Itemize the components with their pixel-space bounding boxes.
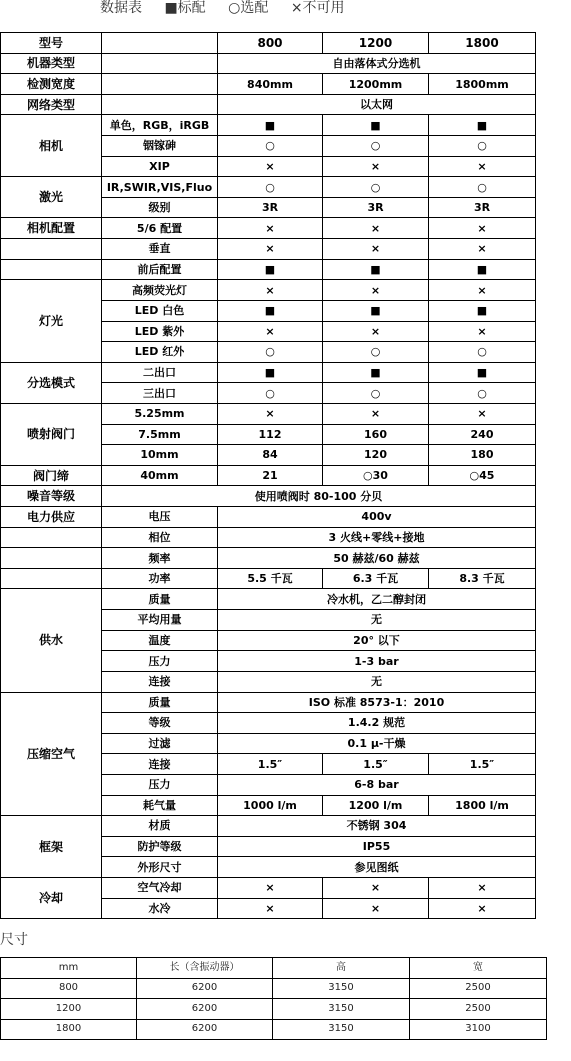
valves-row bbox=[1, 403, 536, 424]
water-row bbox=[1, 589, 536, 610]
air-item: 连接 bbox=[102, 754, 218, 775]
water-value: 无 bbox=[218, 671, 536, 692]
air-value: ISO 标准 8573-1：2010 bbox=[218, 692, 536, 713]
optional-mark: ○ bbox=[218, 136, 323, 157]
air-item: 耗气量 bbox=[102, 795, 218, 816]
dimensions-cell: 6200 bbox=[137, 999, 273, 1020]
width-row bbox=[1, 74, 536, 95]
laser-label: 激光 bbox=[1, 177, 102, 218]
power-row bbox=[1, 548, 536, 569]
frame-row bbox=[1, 816, 536, 837]
air-value: 6-8 bar bbox=[218, 774, 536, 795]
dimensions-header: 长（含振动器） bbox=[137, 958, 273, 979]
optional-mark: ○ bbox=[429, 383, 536, 404]
unavailable-mark: × bbox=[218, 898, 323, 919]
camera-config-row bbox=[1, 218, 536, 239]
optional-mark: ○ bbox=[323, 342, 429, 363]
light-item: LED 白色 bbox=[102, 300, 218, 321]
value-cell: 1.5″ bbox=[429, 754, 536, 775]
air-value: 1.4.2 规范 bbox=[218, 713, 536, 734]
power-value: 50 赫兹/60 赫兹 bbox=[218, 548, 536, 569]
value-cell: 240 bbox=[429, 424, 536, 445]
standard-mark: ■ bbox=[429, 115, 536, 136]
standard-mark: ■ bbox=[429, 300, 536, 321]
noise-value: 使用喷阀时 80-100 分贝 bbox=[102, 486, 536, 507]
unavailable-mark: × bbox=[429, 239, 536, 260]
valves-item: 10mm bbox=[102, 445, 218, 466]
valve-pitch-row bbox=[1, 465, 536, 486]
standard-mark: ■ bbox=[218, 300, 323, 321]
value-cell: 3R bbox=[323, 197, 429, 218]
water-value: 冷水机，乙二醇封闭 bbox=[218, 589, 536, 610]
water-item: 平均用量 bbox=[102, 610, 218, 631]
camera-config-item: 5/6 配置 bbox=[102, 218, 218, 239]
dimensions-header: 高 bbox=[273, 958, 410, 979]
empty-cell bbox=[1, 259, 102, 280]
air-item: 过滤 bbox=[102, 733, 218, 754]
power-item: 电压 bbox=[102, 507, 218, 528]
camera-item: 铟镓砷 bbox=[102, 136, 218, 157]
air-label: 压缩空气 bbox=[1, 692, 102, 816]
dimensions-header-row bbox=[1, 958, 547, 979]
unavailable-mark: × bbox=[323, 239, 429, 260]
empty-cell bbox=[102, 53, 218, 74]
value-cell: 84 bbox=[218, 445, 323, 466]
unavailable-mark: × bbox=[218, 218, 323, 239]
water-label: 供水 bbox=[1, 589, 102, 692]
width-value: 1200mm bbox=[323, 74, 429, 95]
power-row bbox=[1, 507, 536, 528]
sort-mode-item: 三出口 bbox=[102, 383, 218, 404]
value-cell: 5.5 千瓦 bbox=[218, 568, 323, 589]
unavailable-mark: × bbox=[429, 321, 536, 342]
air-item: 质量 bbox=[102, 692, 218, 713]
dimensions-row bbox=[1, 999, 547, 1020]
unavailable-mark: × bbox=[429, 898, 536, 919]
dimensions-cell: 3150 bbox=[273, 1019, 410, 1040]
air-item: 等级 bbox=[102, 713, 218, 734]
camera-config-row bbox=[1, 259, 536, 280]
standard-mark: ■ bbox=[323, 300, 429, 321]
value-cell: 3R bbox=[218, 197, 323, 218]
frame-item: 材质 bbox=[102, 816, 218, 837]
dimensions-cell: 3150 bbox=[273, 999, 410, 1020]
dimensions-table bbox=[0, 957, 547, 1040]
value-cell: 160 bbox=[323, 424, 429, 445]
noise-row bbox=[1, 486, 536, 507]
valve-pitch-value: ○30 bbox=[323, 465, 429, 486]
value-cell: 1.5″ bbox=[323, 754, 429, 775]
standard-mark: ■ bbox=[323, 259, 429, 280]
dimensions-cell: 6200 bbox=[137, 1019, 273, 1040]
dimensions-header: 宽 bbox=[410, 958, 547, 979]
valve-pitch-value: ○45 bbox=[429, 465, 536, 486]
unavailable-mark: × bbox=[218, 321, 323, 342]
water-item: 压力 bbox=[102, 651, 218, 672]
power-item: 功率 bbox=[102, 568, 218, 589]
water-value: 20° 以下 bbox=[218, 630, 536, 651]
empty-cell bbox=[1, 239, 102, 260]
standard-mark: ■ bbox=[429, 362, 536, 383]
standard-mark: ■ bbox=[218, 362, 323, 383]
model- bbox=[102, 33, 218, 54]
valve-pitch-value: 21 bbox=[218, 465, 323, 486]
empty-cell bbox=[1, 568, 102, 589]
value-cell: 180 bbox=[429, 445, 536, 466]
light-item: LED 红外 bbox=[102, 342, 218, 363]
light-item: LED 紫外 bbox=[102, 321, 218, 342]
spec-table bbox=[0, 32, 536, 919]
empty-cell bbox=[102, 74, 218, 95]
power-row bbox=[1, 568, 536, 589]
empty-cell bbox=[1, 527, 102, 548]
power-value: 3 火线+零线+接地 bbox=[218, 527, 536, 548]
air-value: 0.1 μ-干燥 bbox=[218, 733, 536, 754]
legend-standard: ■标配 bbox=[164, 0, 206, 16]
dimensions-header: mm bbox=[1, 958, 137, 979]
unavailable-mark: × bbox=[429, 280, 536, 301]
noise-label: 噪音等级 bbox=[1, 486, 102, 507]
value-cell: 1200 l/m bbox=[323, 795, 429, 816]
cooling-label: 冷却 bbox=[1, 877, 102, 918]
laser-item: 级别 bbox=[102, 197, 218, 218]
unavailable-mark: × bbox=[429, 877, 536, 898]
network-type-row bbox=[1, 94, 536, 115]
value-cell: 6.3 千瓦 bbox=[323, 568, 429, 589]
dimensions-cell: 3100 bbox=[410, 1019, 547, 1040]
value-cell: 1000 l/m bbox=[218, 795, 323, 816]
optional-mark: ○ bbox=[218, 383, 323, 404]
power-label: 电力供应 bbox=[1, 507, 102, 528]
unavailable-mark: × bbox=[218, 239, 323, 260]
power-item: 频率 bbox=[102, 548, 218, 569]
dimensions-row bbox=[1, 978, 547, 999]
optional-mark: ○ bbox=[323, 136, 429, 157]
dimensions-cell: 3150 bbox=[273, 978, 410, 999]
sort-mode-label: 分选模式 bbox=[1, 362, 102, 403]
unavailable-mark: × bbox=[323, 156, 429, 177]
value-cell: 8.3 千瓦 bbox=[429, 568, 536, 589]
dimensions-cell: 2500 bbox=[410, 999, 547, 1020]
frame-item: 防护等级 bbox=[102, 836, 218, 857]
machine-type-label: 机器类型 bbox=[1, 53, 102, 74]
value-cell: 1800 l/m bbox=[429, 795, 536, 816]
unavailable-mark: × bbox=[323, 403, 429, 424]
width-label: 检测宽度 bbox=[1, 74, 102, 95]
standard-mark: ■ bbox=[429, 259, 536, 280]
frame-item: 外形尺寸 bbox=[102, 857, 218, 878]
power-value: 400v bbox=[218, 507, 536, 528]
valve-pitch-item: 40mm bbox=[102, 465, 218, 486]
value-cell: 120 bbox=[323, 445, 429, 466]
unavailable-mark: × bbox=[218, 403, 323, 424]
legend-unavailable: ×不可用 bbox=[290, 0, 345, 16]
optional-mark: ○ bbox=[218, 177, 323, 198]
header-row bbox=[1, 33, 536, 54]
dimensions-cell: 1200 bbox=[1, 999, 137, 1020]
optional-mark: ○ bbox=[429, 342, 536, 363]
unavailable-mark: × bbox=[218, 877, 323, 898]
camera-item: 单色，RGB，iRGB bbox=[102, 115, 218, 136]
model-800: 800 bbox=[218, 33, 323, 54]
optional-mark: ○ bbox=[429, 177, 536, 198]
dimensions-cell: 2500 bbox=[410, 978, 547, 999]
optional-mark: ○ bbox=[323, 383, 429, 404]
light-row bbox=[1, 280, 536, 301]
legend bbox=[100, 0, 345, 18]
air-row bbox=[1, 692, 536, 713]
model-1800: 1800 bbox=[429, 33, 536, 54]
water-value: 无 bbox=[218, 610, 536, 631]
valves-item: 5.25mm bbox=[102, 403, 218, 424]
sort-mode-row bbox=[1, 362, 536, 383]
unavailable-mark: × bbox=[323, 321, 429, 342]
value-cell: 1.5″ bbox=[218, 754, 323, 775]
optional-mark: ○ bbox=[429, 136, 536, 157]
width-value: 1800mm bbox=[429, 74, 536, 95]
sort-mode-item: 二出口 bbox=[102, 362, 218, 383]
cooling-item: 空气冷却 bbox=[102, 877, 218, 898]
camera-config-row bbox=[1, 239, 536, 260]
unavailable-mark: × bbox=[323, 280, 429, 301]
empty-cell bbox=[1, 548, 102, 569]
camera-label: 相机 bbox=[1, 115, 102, 177]
valves-label: 喷射阀门 bbox=[1, 403, 102, 465]
water-item: 温度 bbox=[102, 630, 218, 651]
dimensions-title: 尺寸 bbox=[0, 932, 28, 948]
standard-mark: ■ bbox=[323, 362, 429, 383]
model-label: 型号 bbox=[1, 33, 102, 54]
camera-config-item: 前后配置 bbox=[102, 259, 218, 280]
air-item: 压力 bbox=[102, 774, 218, 795]
camera-config-item: 垂直 bbox=[102, 239, 218, 260]
unavailable-mark: × bbox=[429, 218, 536, 239]
frame-label: 框架 bbox=[1, 816, 102, 878]
cooling-row bbox=[1, 877, 536, 898]
water-item: 质量 bbox=[102, 589, 218, 610]
camera-row bbox=[1, 115, 536, 136]
dimensions-cell: 800 bbox=[1, 978, 137, 999]
water-value: 1-3 bar bbox=[218, 651, 536, 672]
optional-mark: ○ bbox=[218, 342, 323, 363]
valve-pitch-label: 阀门缔 bbox=[1, 465, 102, 486]
frame-value: 不锈钢 304 bbox=[218, 816, 536, 837]
model-1200: 1200 bbox=[323, 33, 429, 54]
light-item: 高频荧光灯 bbox=[102, 280, 218, 301]
legend-optional: ○选配 bbox=[228, 0, 269, 16]
network-type-label: 网络类型 bbox=[1, 94, 102, 115]
light-label: 灯光 bbox=[1, 280, 102, 362]
power-row bbox=[1, 527, 536, 548]
water-item: 连接 bbox=[102, 671, 218, 692]
standard-mark: ■ bbox=[218, 259, 323, 280]
standard-mark: ■ bbox=[218, 115, 323, 136]
frame-value: 参见图纸 bbox=[218, 857, 536, 878]
legend-title: 数据表 bbox=[100, 0, 142, 16]
unavailable-mark: × bbox=[323, 898, 429, 919]
width-value: 840mm bbox=[218, 74, 323, 95]
dimensions-cell: 6200 bbox=[137, 978, 273, 999]
network-type-value: 以太网 bbox=[218, 94, 536, 115]
unavailable-mark: × bbox=[323, 218, 429, 239]
unavailable-mark: × bbox=[429, 403, 536, 424]
laser-item: IR,SWIR,VIS,Fluo bbox=[102, 177, 218, 198]
valves-item: 7.5mm bbox=[102, 424, 218, 445]
value-cell: 112 bbox=[218, 424, 323, 445]
unavailable-mark: × bbox=[218, 280, 323, 301]
unavailable-mark: × bbox=[323, 877, 429, 898]
empty-cell bbox=[102, 94, 218, 115]
unavailable-mark: × bbox=[218, 156, 323, 177]
laser-row bbox=[1, 177, 536, 198]
camera-config-label: 相机配置 bbox=[1, 218, 102, 239]
machine-type-row bbox=[1, 53, 536, 74]
frame-value: IP55 bbox=[218, 836, 536, 857]
cooling-item: 水冷 bbox=[102, 898, 218, 919]
dimensions-row bbox=[1, 1019, 547, 1040]
value-cell: 3R bbox=[429, 197, 536, 218]
machine-type-value: 自由落体式分选机 bbox=[218, 53, 536, 74]
unavailable-mark: × bbox=[429, 156, 536, 177]
standard-mark: ■ bbox=[323, 115, 429, 136]
optional-mark: ○ bbox=[323, 177, 429, 198]
dimensions-cell: 1800 bbox=[1, 1019, 137, 1040]
power-item: 相位 bbox=[102, 527, 218, 548]
camera-item: XIP bbox=[102, 156, 218, 177]
